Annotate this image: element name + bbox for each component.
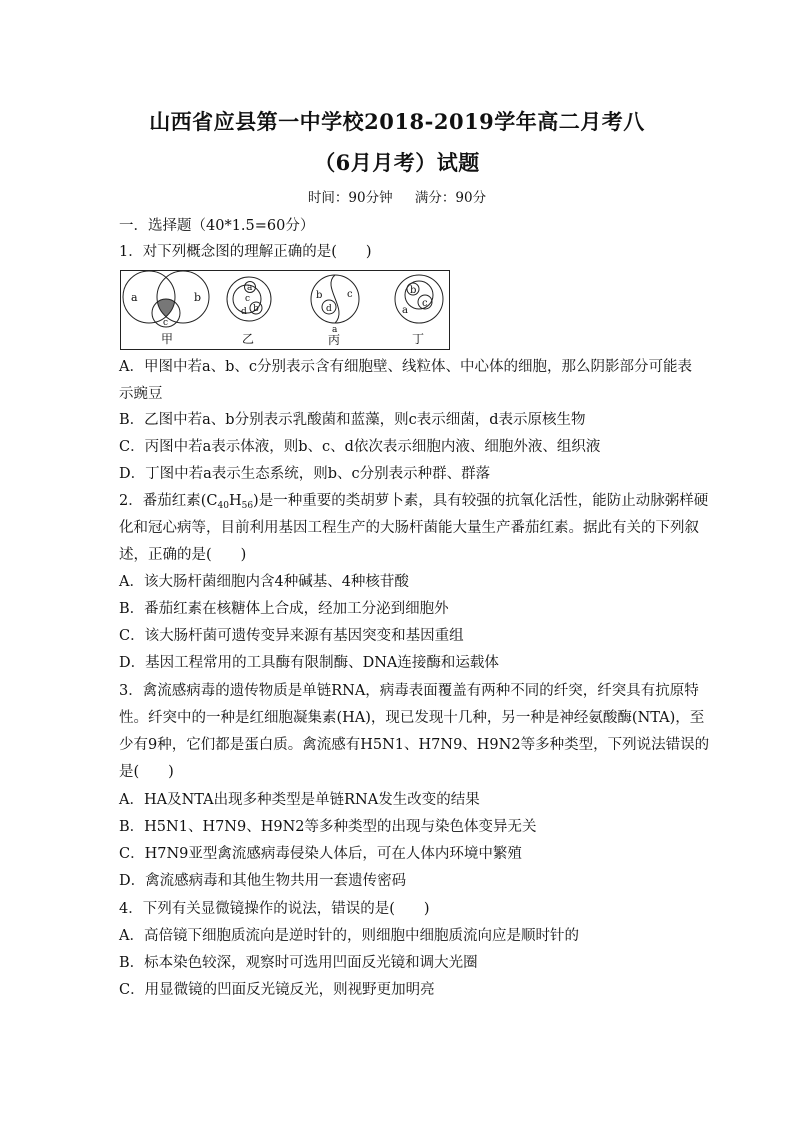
bing-letter-b: b [316, 290, 323, 301]
exam-score: 满分：90分 [414, 190, 487, 206]
q1-option-d: D．丁图中若a表示生态系统，则b、c分别表示种群、群落 [119, 466, 491, 482]
label-jia: 甲 [161, 332, 174, 346]
section-heading: 一．选择题（40*1.5=60分） [119, 218, 315, 234]
q3-stem-line-1: 3．禽流感病毒的遗传物质是单链RNA，病毒表面覆盖有两种不同的纤突，纤突具有抗原特 [119, 683, 699, 699]
q4-option-b: B．标本染色较深，观察时可选用凹面反光镜和调大光圈 [119, 955, 478, 971]
ding-letter-b: b [410, 285, 417, 296]
concept-diagrams-svg [121, 271, 449, 349]
q4-option-c: C．用显微镜的凹面反光镜反光，则视野更加明亮 [119, 982, 435, 998]
q2-sub-40: 40 [217, 501, 229, 511]
q3-option-a: A．HA及NTA出现多种类型是单链RNA发生改变的结果 [119, 792, 480, 808]
label-ding: 丁 [412, 332, 425, 346]
ding-letter-c: c [422, 298, 428, 309]
q2-option-a: A．该大肠杆菌细胞内含4种碱基、4种核苷酸 [119, 574, 409, 590]
label-bing: 丙 [328, 333, 341, 347]
q1-stem: 1．对下列概念图的理解正确的是( ) [119, 244, 372, 260]
circle-b [157, 271, 209, 323]
exam-meta [0, 186, 794, 206]
q3-option-c: C．H7N9亚型禽流感病毒侵染人体后，可在人体内环境中繁殖 [119, 846, 522, 862]
jia-letter-b: b [194, 291, 202, 304]
yi-letter-c: c [245, 294, 251, 304]
title-line-1: 山西省应县第一中学校2018-2019学年高二月考八 [149, 109, 645, 134]
q1-option-b: B．乙图中若a、b分别表示乳酸菌和蓝藻，则c表示细菌，d表示原核生物 [119, 412, 586, 428]
q3-stem-line-3: 少有9种，它们都是蛋白质。禽流感有H5N1、H7N9、H9N2等多种类型，下列说法错误的 [119, 737, 710, 753]
q2-prefix: 2．番茄红素(C [119, 493, 218, 509]
q2-option-b: B．番茄红素在核糖体上合成，经加工分泌到细胞外 [119, 601, 449, 617]
q2-option-d: D．基因工程常用的工具酶有限制酶、DNA连接酶和运载体 [119, 655, 499, 671]
q4-stem: 4．下列有关显微镜操作的说法，错误的是( ) [119, 901, 430, 917]
q1-option-c: C．丙图中若a表示体液，则b、c、d依次表示细胞内液、细胞外液、组织液 [119, 439, 601, 455]
concept-diagrams [120, 270, 450, 350]
q1-option-a: A．甲图中若a、b、c分别表示含有细胞壁、线粒体、中心体的细胞，那么阴影部分可能表 [119, 359, 693, 375]
bing-letter-a: a [332, 325, 338, 335]
ding-letter-a: a [402, 305, 408, 316]
yi-letter-b: b [253, 304, 259, 314]
bing-divider [331, 275, 339, 323]
q4-option-a: A．高倍镜下细胞质流向是逆时针的，则细胞中细胞质流向应是顺时针的 [119, 928, 579, 944]
q1-option-a-cont: 示豌豆 [119, 386, 163, 402]
jia-letter-c: c [163, 318, 169, 328]
q2-stem-line-3: 述，正确的是( ) [119, 547, 247, 563]
q2-stem-line-2: 化和冠心病等，目前利用基因工程生产的大肠杆菌能大量生产番茄红素。据此有关的下列叙 [119, 520, 699, 536]
yi-letter-d: d [241, 307, 247, 317]
bing-letter-d: d [326, 304, 332, 314]
jia-letter-a: a [131, 291, 138, 304]
q3-stem-line-2: 性。纤突中的一种是红细胞凝集素(HA)，现已发现十几种，另一种是神经氨酸酶(NTA)，至 [119, 710, 705, 726]
q2-option-c: C．该大肠杆菌可遗传变异来源有基因突变和基因重组 [119, 628, 464, 644]
q3-option-b: B．H5N1、H7N9、H9N2等多种类型的出现与染色体变异无关 [119, 819, 537, 835]
bing-letter-c: c [347, 289, 353, 300]
q3-option-d: D．禽流感病毒和其他生物共用一套遗传密码 [119, 873, 407, 889]
q2-rest: )是一种重要的类胡萝卜素，具有较强的抗氧化活性，能防止动脉粥样硬 [253, 493, 709, 509]
q2-stem-line-1 [119, 491, 708, 516]
q2-mid: H [228, 493, 242, 509]
yi-letter-a: a [247, 283, 253, 293]
q3-stem-line-4: 是( ) [119, 764, 174, 780]
label-yi: 乙 [242, 332, 255, 346]
exam-time: 时间：90分钟 [307, 190, 393, 206]
q2-sub-56: 56 [241, 501, 254, 511]
title-line-2: （6月月考）试题 [314, 150, 480, 175]
